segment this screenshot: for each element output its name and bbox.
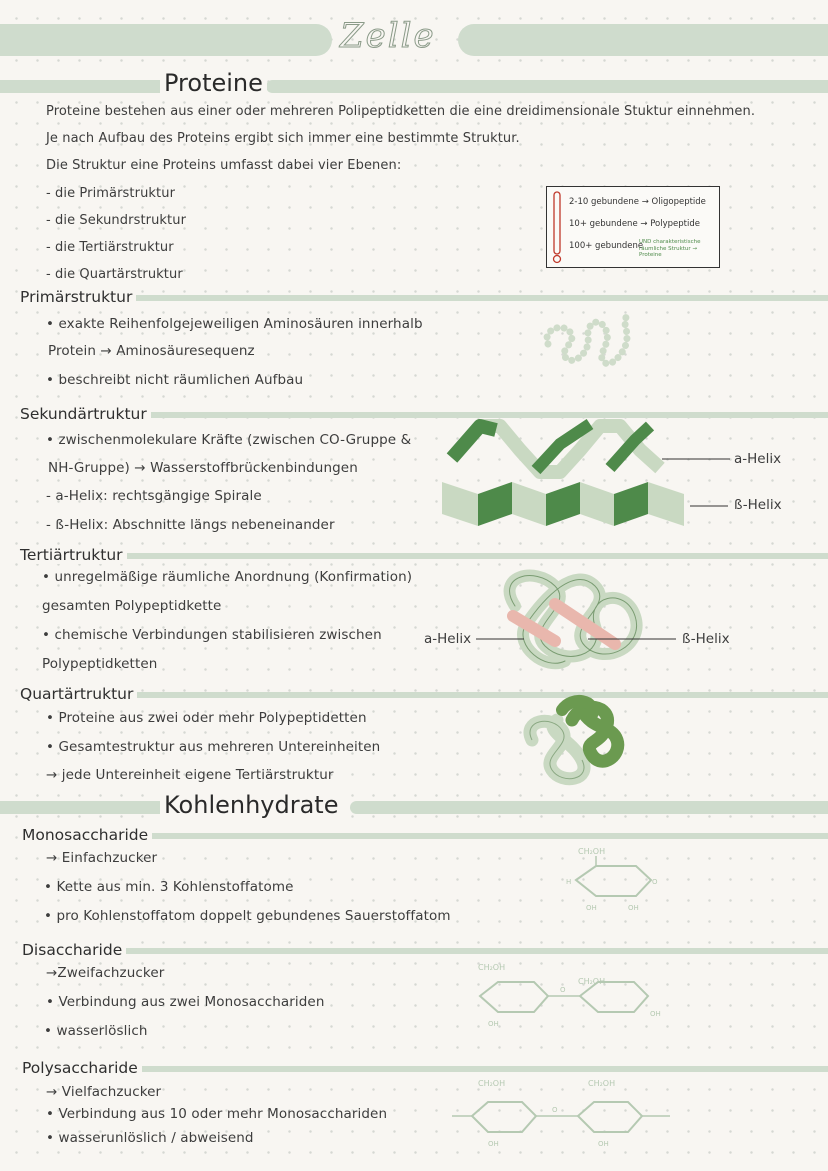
quartaer-heading: Quartärtruktur [20, 685, 137, 703]
mono-h-label: H [566, 878, 572, 886]
tertiary-protein-illustration [495, 566, 645, 676]
quartaer-line-2: • Gesamtestruktur aus mehreren Untereinheiten [46, 739, 381, 755]
sekundaer-line-1: • zwischenmolekulare Kräfte (zwischen CO-Gruppe & [46, 432, 412, 448]
beta-helix-pointer [690, 505, 730, 507]
mono-o-label: O [652, 878, 658, 886]
tertiaer-line-4: Polypeptidketten [42, 656, 158, 672]
disaccharide-structure [460, 958, 680, 1038]
proteine-intro-3: Die Struktur eine Proteins umfasst dabei vier Ebenen: [46, 158, 402, 173]
kohlenhydrate-heading: Kohlenhydrate [160, 791, 342, 819]
di-oh-label: OH [488, 1020, 499, 1028]
primaer-bar [20, 295, 828, 301]
monosaccharide-structure [556, 842, 666, 922]
primaer-line-1: • exakte Reihenfolgejeweiligen Aminosäuren innerhalb [46, 316, 423, 332]
primaer-line-2: Protein → Aminosäuresequenz [48, 343, 255, 359]
proteine-level-1: - die Primärstruktur [46, 186, 176, 201]
sekundaer-label-beta: ß-Helix [734, 497, 782, 513]
tertiaer-line-2: gesamten Polypeptidkette [42, 598, 222, 614]
kohlenhydrate-bar-right [350, 801, 828, 814]
mono-oh-label: OH [586, 904, 597, 912]
tertiaer-line-3: • chemische Verbindungen stabilisieren zwischen [42, 627, 382, 643]
sekundaer-line-2: NH-Gruppe) → Wasserstoffbrückenbindungen [48, 460, 358, 476]
mono-ch2oh-label: CH₂OH [578, 847, 606, 856]
poly-line-1: → Vielfachzucker [46, 1084, 162, 1100]
poly-line-2: • Verbindung aus 10 oder mehr Monosacchariden [46, 1106, 388, 1122]
di-o-label: O [560, 986, 566, 994]
poly-ch2oh-label-2: CH₂OH [588, 1079, 616, 1088]
mono-line-3: • pro Kohlenstoffatom doppelt gebundenes Sauerstoffatom [44, 908, 451, 924]
poly-line-3: • wasserunlöslich / abweisend [46, 1130, 254, 1146]
legend-row-2: 10+ gebundene → Polypeptide [569, 219, 700, 229]
amino-acid-chain-illustration [540, 308, 640, 378]
poly-ch2oh-label: CH₂OH [478, 1079, 506, 1088]
kohlenhydrate-bar-left [0, 801, 170, 814]
tertiaer-label-alpha: a-Helix [424, 631, 472, 647]
tertiaer-alpha-pointer [476, 638, 526, 640]
proteine-level-4: - die Quartärstruktur [46, 267, 183, 282]
tertiaer-beta-pointer [588, 638, 678, 640]
tertiaer-label-beta: ß-Helix [682, 631, 730, 647]
di-heading: Disaccharide [22, 941, 126, 959]
polysaccharide-structure [448, 1076, 678, 1156]
di-ch2oh-label: CH₂OH [478, 963, 506, 972]
proteine-intro-1: Proteine bestehen aus einer oder mehreren Polipeptidketten die eine dreidimensionale Stuktur einnehmen. [46, 104, 756, 119]
page-title: Zelle [340, 16, 436, 56]
mono-heading: Monosaccharide [22, 826, 152, 844]
mono-line-1: → Einfachzucker [46, 850, 158, 866]
title-bar-right [458, 24, 828, 56]
legend-row-3-note: UND charakteristische räumliche Struktur → Proteine [639, 239, 701, 258]
proteine-level-2: - die Sekundrstruktur [46, 213, 187, 228]
quaternary-protein-illustration [522, 700, 632, 790]
peptide-legend-box [546, 186, 720, 268]
poly-oh-label: OH [488, 1140, 499, 1148]
legend-row-3: 100+ gebundene [569, 241, 644, 251]
alpha-helix-pointer [662, 458, 732, 460]
primaer-line-3: • beschreibt nicht räumlichen Aufbau [46, 372, 304, 388]
proteine-heading: Proteine [160, 69, 267, 97]
poly-oh-label-2: OH [598, 1140, 609, 1148]
legend-row-1: 2-10 gebundene → Oligopeptide [569, 197, 706, 207]
tertiaer-line-1: • unregelmäßige räumliche Anordnung (Konfirmation) [42, 569, 413, 585]
beta-sheet-ribbon [442, 482, 687, 532]
mono-oh-label-2: OH [628, 904, 639, 912]
di-line-2: • Verbindung aus zwei Monosacchariden [46, 994, 325, 1010]
di-bar [22, 948, 828, 954]
proteine-level-3: - die Tertiärstruktur [46, 240, 174, 255]
mono-line-2: • Kette aus min. 3 Kohlenstoffatome [44, 879, 294, 895]
di-line-1: →Zweifachzucker [46, 965, 165, 981]
di-line-3: • wasserlöslich [44, 1023, 148, 1039]
poly-heading: Polysaccharide [22, 1059, 142, 1077]
quartaer-bar [20, 692, 828, 698]
di-ch2oh-label-2: CH₂OH [578, 977, 606, 986]
title-bar-left [0, 24, 332, 56]
quartaer-line-1: • Proteine aus zwei oder mehr Polypeptidetten [46, 710, 367, 726]
proteine-bar-left [0, 80, 170, 93]
thermometer-icon [550, 190, 564, 266]
sekundaer-label-alpha: a-Helix [734, 451, 782, 467]
sekundaer-heading: Sekundärtruktur [20, 405, 151, 423]
di-oh-label-2: OH [650, 1010, 661, 1018]
tertiaer-heading: Tertiärtruktur [20, 546, 127, 564]
poly-bar [22, 1066, 828, 1072]
proteine-intro-2: Je nach Aufbau des Proteins ergibt sich immer eine bestimmte Struktur. [46, 131, 520, 146]
poly-o-label: O [552, 1106, 558, 1114]
tertiaer-bar [20, 553, 828, 559]
sekundaer-line-3: - a-Helix: rechtsgängige Spirale [46, 488, 262, 504]
quartaer-line-3: → jede Untereinheit eigene Tertiärstruktur [46, 767, 334, 783]
sekundaer-line-4: - ß-Helix: Abschnitte längs nebeneinander [46, 517, 335, 533]
primaer-heading: Primärstruktur [20, 288, 136, 306]
proteine-bar-right [266, 80, 828, 93]
